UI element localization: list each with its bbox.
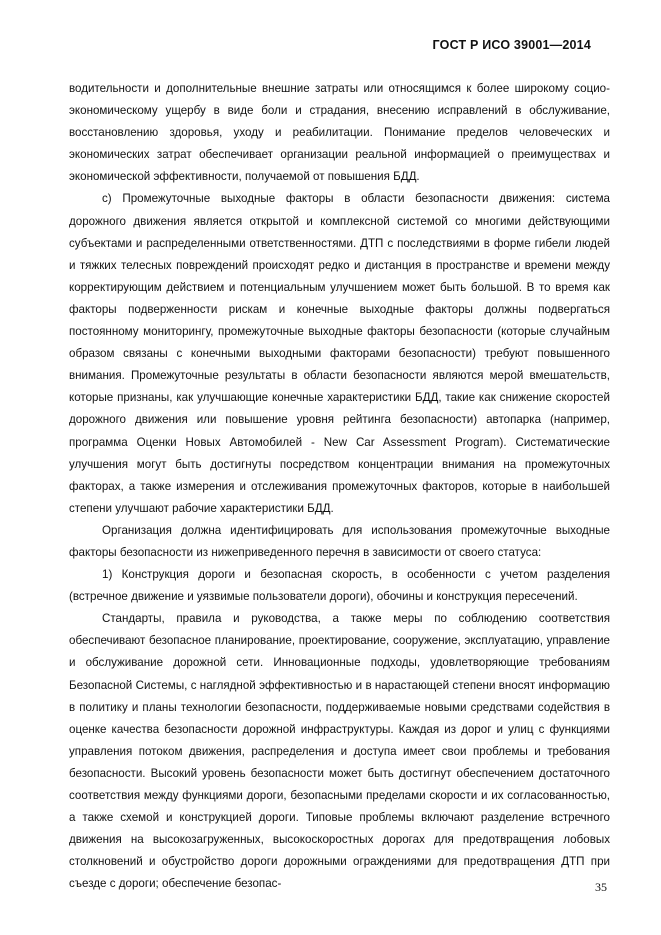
paragraph-continuation: водительности и дополнительные внешние затраты или относящимся к более широкому социо-экономическому ущербу в виде боли и страдания, внесению исправлений в обслуживание, восстановлению здоровья, уходу и реабилитации. Понимание пределов человеческих и экономических затрат обеспечивает организации реальной информацией о преимуществах и экономической эффективности, получаемой от повышения БДД. [69, 82, 610, 184]
paragraph-road-design-item: 1) Конструкция дороги и безопасная скорость, в особенности с учетом разделения (встречное движение и уязвимые пользователи дороги), обочины и конструкция пересечений. [69, 568, 610, 604]
paragraph-intermediate-factors: с) Промежуточные выходные факторы в области безопасности движения: система дорожного движения является открытой и комплексной системой со многими действующими субъектами и распределенными ответственностями. ДТП с последствиями в форме гибели людей и тяжких телесных повреждений происходят редко и дистанция в пространстве и времени между корректирующим действием и потенциальным улучшением может быть большой. В то время как факторы подверженности рискам и конечные выходные факторы должны подвергаться постоянному мониторингу, промежуточные выходные факторы безопасности (которые случайным образом связаны с конечными выходными факторами безопасности) требуют повышенного внимания. Промежуточные результаты в области безопасности являются мерой вмешательств, которые признаны, как улучшающие конечные характеристики БДД, такие как снижение скоростей дорожного движения или повышение уровня рейтинга безопасности) автопарка (например, программа Оценки Новых Автомобилей - New Car Assessment Program). Систематические улучшения могут быть достигнуты посредством концентрации внимания на промежуточных факторах, а также измерения и отслеживания промежуточных факторов, которые в наибольшей степени улучшают рабочие характеристики БДД. [69, 192, 610, 515]
paragraph-standards: Стандарты, правила и руководства, а также меры по соблюдению соответствия обеспечивают безопасное планирование, проектирование, сооружение, эксплуатацию, управление и обслуживание дорожной сети. Инновационные подходы, удовлетворяющие требованиям Безопасной Системы, с наглядной эффективностью и в нарастающей степени вносят информацию в политику и планы технологии безопасности, поддерживаемые новыми средствами содействия в оценке качества безопасности дорожной инфраструктуры. Каждая из дорог и улиц с функциями управления потоком движения, распределения и доступа имеет свои проблемы и требования безопасности. Высокий уровень безопасности может быть достигнут обеспечением достаточного соответствия между функциями дороги, безопасными пределами скорости и их согласованностью, а также схемой и конструкцией дороги. Типовые проблемы включают разделение встречного движения на высокозагруженных, высокоскоростных дорогах для предотвращения лобовых столкновений и обустройство дороги дорожными ограждениями для предотвращения ДТП при съезде с дороги; обеспечение безопас- [69, 612, 610, 891]
page-number: 35 [595, 880, 607, 894]
standard-header: ГОСТ Р ИСО 39001—2014 [432, 38, 591, 52]
document-body [69, 78, 610, 895]
paragraph-organization-requirement: Организация должна идентифицировать для использования промежуточные выходные факторы безопасности из нижеприведенного перечня в зависимости от своего статуса: [69, 523, 610, 559]
